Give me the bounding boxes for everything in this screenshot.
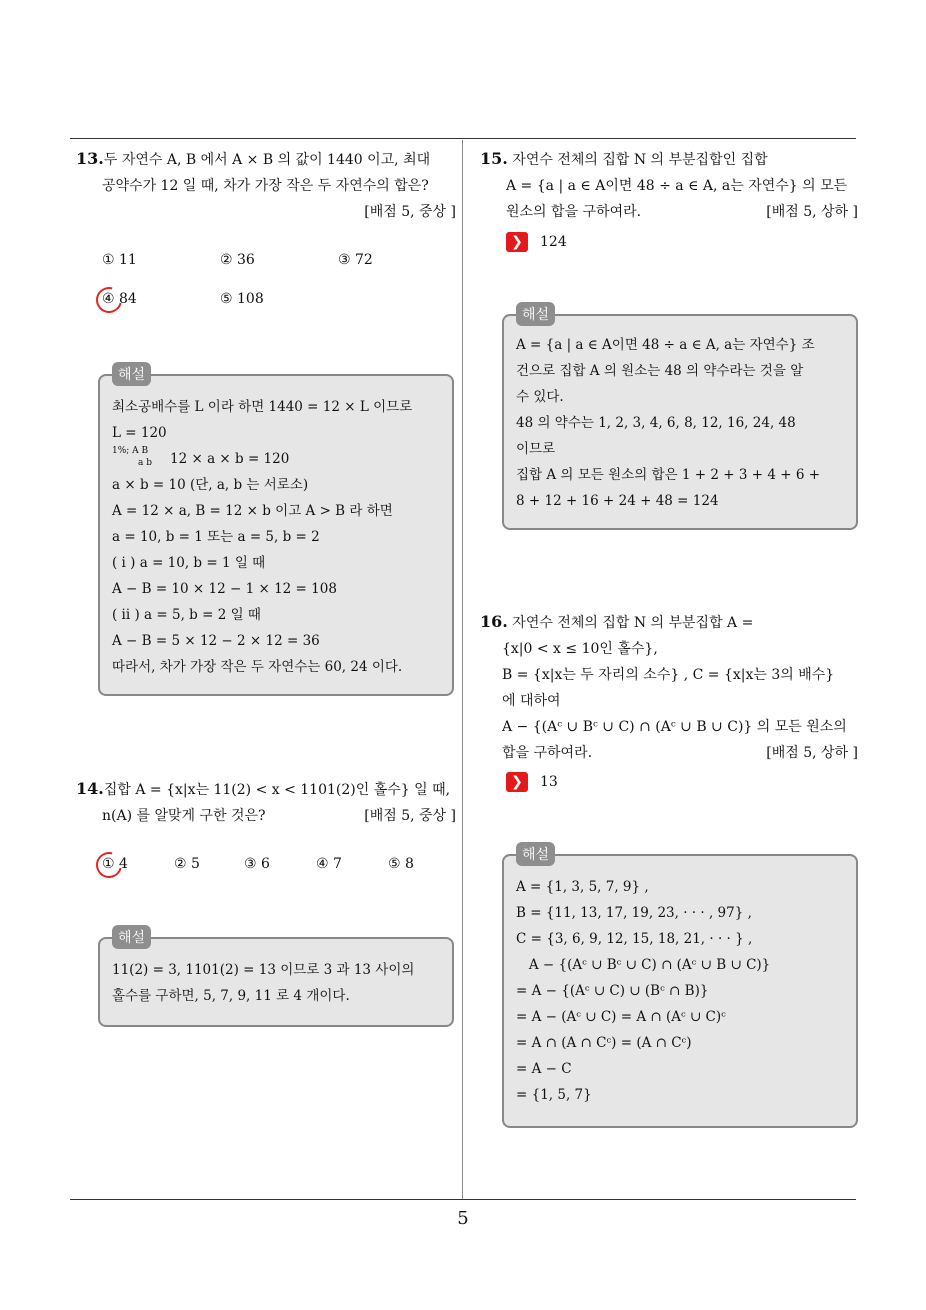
- choice-3[interactable]: ③ 72: [338, 252, 373, 268]
- q15-answer: [506, 232, 567, 252]
- question-text-line: 집합 A = {x|x는 11(2) < x < 1101(2)인 홀수} 일 때,: [103, 782, 451, 798]
- q14-solution-box: [98, 930, 454, 1027]
- chevron-right-icon: ❯: [506, 232, 528, 252]
- top-rule: [70, 138, 856, 139]
- question-16: [480, 609, 858, 766]
- question-text-line: A − {(Aᶜ ∪ Bᶜ ∪ C) ∩ (Aᶜ ∪ B ∪ C)} 의 모든 원소의: [502, 719, 847, 735]
- question-text-line: 합을 구하여라.: [502, 745, 593, 761]
- question-text-line: 원소의 합을 구하여라.: [506, 204, 642, 220]
- solution-label: 해설: [516, 842, 555, 866]
- choice-5[interactable]: ⑤ 8: [388, 856, 414, 872]
- question-meta: [배점 5, 상하 ]: [766, 204, 858, 220]
- solution-text: 11(2) = 3, 1101(2) = 13 이므로 3 과 13 사이의 홀수를 구하면, 5, 7, 9, 11 로 4 개이다.: [112, 962, 415, 1004]
- choice-1[interactable]: ① 11: [102, 252, 137, 268]
- question-text-line: 자연수 전체의 집합 N 의 부분집합 A =: [512, 615, 754, 631]
- q15-solution-box: [502, 307, 858, 530]
- question-text-line: 두 자연수 A, B 에서 A × B 의 값이 1440 이고, 최대: [103, 152, 431, 168]
- choice-4[interactable]: ④ 7: [316, 856, 342, 872]
- question-text-line: 자연수 전체의 집합 N 의 부분집합인 집합: [512, 152, 768, 168]
- question-number: 14.: [76, 779, 104, 798]
- q16-answer: [506, 772, 558, 792]
- bottom-rule: [70, 1199, 856, 1200]
- question-number: 13.: [76, 149, 104, 168]
- q13-choices: [100, 252, 460, 312]
- question-number: 15.: [480, 149, 508, 168]
- question-number: 16.: [480, 612, 508, 631]
- question-text-line: 에 대하여: [502, 693, 561, 709]
- answer-mark-icon: [91, 847, 127, 883]
- question-15: [480, 146, 858, 225]
- solution-text: A = {a | a ∈ A이면 48 ÷ a ∈ A, a는 자연수} 조 건으로 집합 A 의 원소는 48 의 약수라는 것을 알 수 있다. 48 의 약수는 1, 2, 3, 4, 6, 8, 12, 16, 24, 48 이므로 집합 A 의 모든 원소의 합은 1 + 2 + 3 + 4 + 6 + 8 + 12 + 16 + 24 + 48 = 124: [516, 337, 821, 509]
- question-meta: [배점 5, 상하 ]: [766, 745, 858, 761]
- solution-label: 해설: [112, 925, 151, 949]
- page-number: 5: [457, 1208, 469, 1229]
- question-14: [76, 776, 456, 829]
- question-text-line: B = {x|x는 두 자리의 소수} , C = {x|x는 3의 배수}: [502, 667, 835, 683]
- choice-2[interactable]: ② 5: [174, 856, 200, 872]
- choice-1[interactable]: ① 4: [102, 856, 128, 872]
- q14-choices: [100, 856, 460, 886]
- question-meta: [배점 5, 중상 ]: [364, 204, 456, 220]
- choice-4[interactable]: ④ 84: [102, 291, 137, 307]
- answer-value: 124: [540, 234, 567, 250]
- choice-2[interactable]: ② 36: [220, 252, 255, 268]
- solution-text: 최소공배수를 L 이라 하면 1440 = 12 × L 이므로 L = 120 1%; A B a b 12 × a × b = 120 a × b = 10 (단, a, b 는 서로소) A = 12 × a, B = 12 × b 이고 A > B 라 하면 a = 10, b = 1 또는 a = 5, b = 2 ( i ) a = 10, b = 1 일 때 A − B = 10 × 12 − 1 × 12 = 108 ( ii ) a = 5, b = 2 일 때 A − B = 5 × 12 − 2 × 12 = 36 따라서, 차가 가장 작은 두 자연수는 60, 24 이다.: [112, 399, 413, 675]
- answer-value: 13: [540, 774, 558, 790]
- q16-solution-box: [502, 847, 858, 1128]
- question-text-line: {x|0 < x ≤ 10인 홀수},: [502, 641, 658, 657]
- solution-label: 해설: [516, 302, 555, 326]
- chevron-right-icon: ❯: [506, 772, 528, 792]
- q13-solution-box: [98, 367, 454, 696]
- question-text-line: n(A) 를 알맞게 구한 것은?: [102, 808, 266, 824]
- choice-5[interactable]: ⑤ 108: [220, 291, 264, 307]
- column-divider: [462, 140, 463, 1200]
- question-text-line: A = {a | a ∈ A이면 48 ÷ a ∈ A, a는 자연수} 의 모든: [506, 178, 848, 194]
- choice-3[interactable]: ③ 6: [244, 856, 270, 872]
- solution-text: A = {1, 3, 5, 7, 9} , B = {11, 13, 17, 19, 23, · · · , 97} , C = {3, 6, 9, 12, 15, 18, 21, · · · } , A − {(Aᶜ ∪ Bᶜ ∪ C) ∩ (Aᶜ ∪ B ∪ C)} = A − {(Aᶜ ∪ C) ∪ (Bᶜ ∩ B)} = A − (Aᶜ ∪ C) = A ∩ (Aᶜ ∪ C)ᶜ = A ∩ (A ∩ Cᶜ) = (A ∩ Cᶜ) = A − C = {1, 5, 7}: [516, 879, 771, 1103]
- question-text-line: 공약수가 12 일 때, 차가 가장 작은 두 자연수의 합은?: [102, 178, 429, 194]
- answer-mark-icon: [91, 282, 127, 318]
- question-meta: [배점 5, 중상 ]: [364, 808, 456, 824]
- question-13: [76, 146, 456, 225]
- solution-label: 해설: [112, 362, 151, 386]
